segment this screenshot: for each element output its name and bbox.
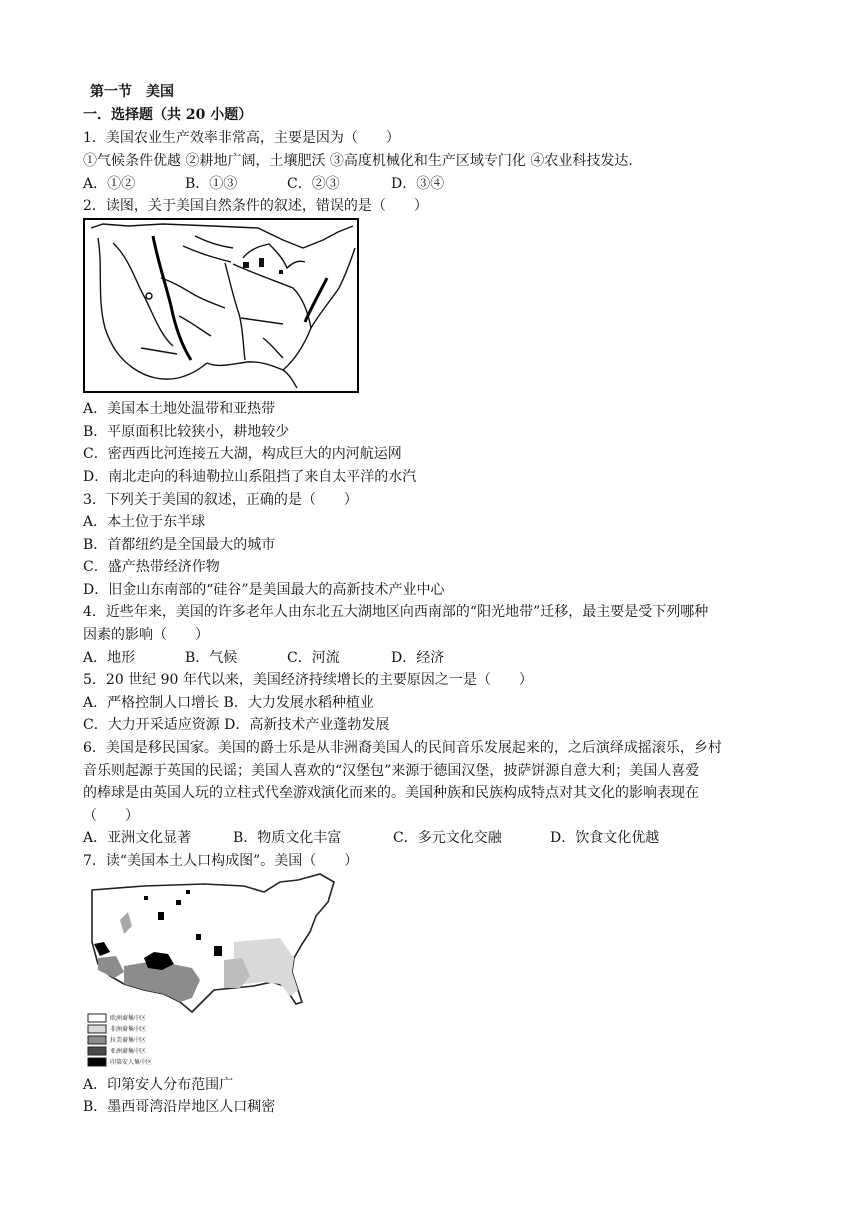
question-2-option-b: B．平原面积比较狭小，耕地较少 <box>83 424 290 440</box>
question-4-stem-line-1: 4．近些年来，美国的许多老年人由东北五大湖地区向西南部的“阳光地带”迁移，最主要是受下列哪种 <box>83 604 709 620</box>
option-c: C．河流 <box>287 650 340 666</box>
question-7-stem: 7．读“美国本土人口构成图”。美国（ ） <box>83 853 359 869</box>
option-d: D．③④ <box>391 176 445 192</box>
usa-physical-map <box>83 218 359 393</box>
question-5-stem: 5．20 世纪 90 年代以来，美国经济持续增长的主要原因之一是（ ） <box>83 672 533 688</box>
question-6-stem-line-4: （ ） <box>83 808 139 824</box>
section-title: 第一节 美国 <box>90 84 174 100</box>
question-2-option-d: D．南北走向的科迪勒拉山系阻挡了来自太平洋的水汽 <box>83 469 417 485</box>
question-1-statements: ①气候条件优越 ②耕地广阔，土壤肥沃 ③高度机械化和生产区域专门化 ④农业科技发达． <box>83 153 643 169</box>
question-3-option-b: B．首都纽约是全国最大的城市 <box>83 537 276 553</box>
question-7-option-a: A．印第安人分布范围广 <box>83 1077 234 1093</box>
option-a: A．地形 <box>83 650 136 666</box>
legend-label-european: 欧洲裔集中区 <box>110 1015 147 1022</box>
question-1-options <box>83 174 444 194</box>
option-b: B．气候 <box>185 650 238 666</box>
legend-label-african: 非洲裔集中区 <box>110 1026 147 1033</box>
option-c: C．多元文化交融 <box>393 830 502 846</box>
option-b: B．①③ <box>185 176 238 192</box>
question-5-options-line-1: A．严格控制人口增长 B．大力发展水稻种植业 <box>83 695 374 711</box>
option-a: A．亚洲文化显著 <box>83 830 192 846</box>
question-3-stem: 3．下列关于美国的叙述，正确的是（ ） <box>83 492 358 508</box>
legend-label-asian: 亚洲裔集中区 <box>110 1048 147 1055</box>
question-4-stem-line-2: 因素的影响（ ） <box>83 627 209 643</box>
question-3-option-a: A．本土位于东半球 <box>83 514 206 530</box>
part-title: 一．选择题（共 20 小题） <box>83 107 253 123</box>
question-3-option-c: C．盛产热带经济作物 <box>83 559 220 575</box>
question-1-stem: 1．美国农业生产效率非常高，主要是因为（ ） <box>83 130 400 146</box>
question-4-options <box>83 648 444 668</box>
question-6-options <box>83 828 659 848</box>
question-2-stem: 2．读图，关于美国自然条件的叙述，错误的是（ ） <box>83 198 428 214</box>
option-d: D．经济 <box>391 650 445 666</box>
option-a: A．①② <box>83 176 136 192</box>
option-c: C．②③ <box>287 176 340 192</box>
option-d: D．饮食文化优越 <box>550 830 660 846</box>
option-b: B．物质文化丰富 <box>233 830 342 846</box>
usa-population-map <box>84 872 346 1074</box>
question-6-stem-line-3: 的棒球是由英国人玩的立柱式代垒游戏演化而来的。美国种族和民族构成特点对其文化的影响表现在 <box>83 785 699 801</box>
legend-label-indian: 印第安人集中区 <box>110 1059 153 1066</box>
question-6-stem-line-1: 6．美国是移民国家。美国的爵士乐是从非洲裔美国人的民间音乐发展起来的，之后演绎成摇滚乐，乡村 <box>83 740 722 756</box>
question-2-option-c: C．密西西比河连接五大湖，构成巨大的内河航运网 <box>83 446 402 462</box>
legend-label-latino: 拉美裔集中区 <box>110 1037 147 1044</box>
question-3-option-d: D．旧金山东南部的“硅谷”是美国最大的高新技术产业中心 <box>83 582 445 598</box>
question-2-option-a: A．美国本土地处温带和亚热带 <box>83 401 276 417</box>
question-7-option-b: B．墨西哥湾沿岸地区人口稠密 <box>83 1099 276 1115</box>
question-6-stem-line-2: 音乐则起源于英国的民谣；美国人喜欢的“汉堡包”来源于德国汉堡，披萨饼源自意大利；美国人喜爱 <box>83 763 700 779</box>
question-5-options-line-2: C．大力开采适应资源 D．高新技术产业蓬勃发展 <box>83 717 390 733</box>
